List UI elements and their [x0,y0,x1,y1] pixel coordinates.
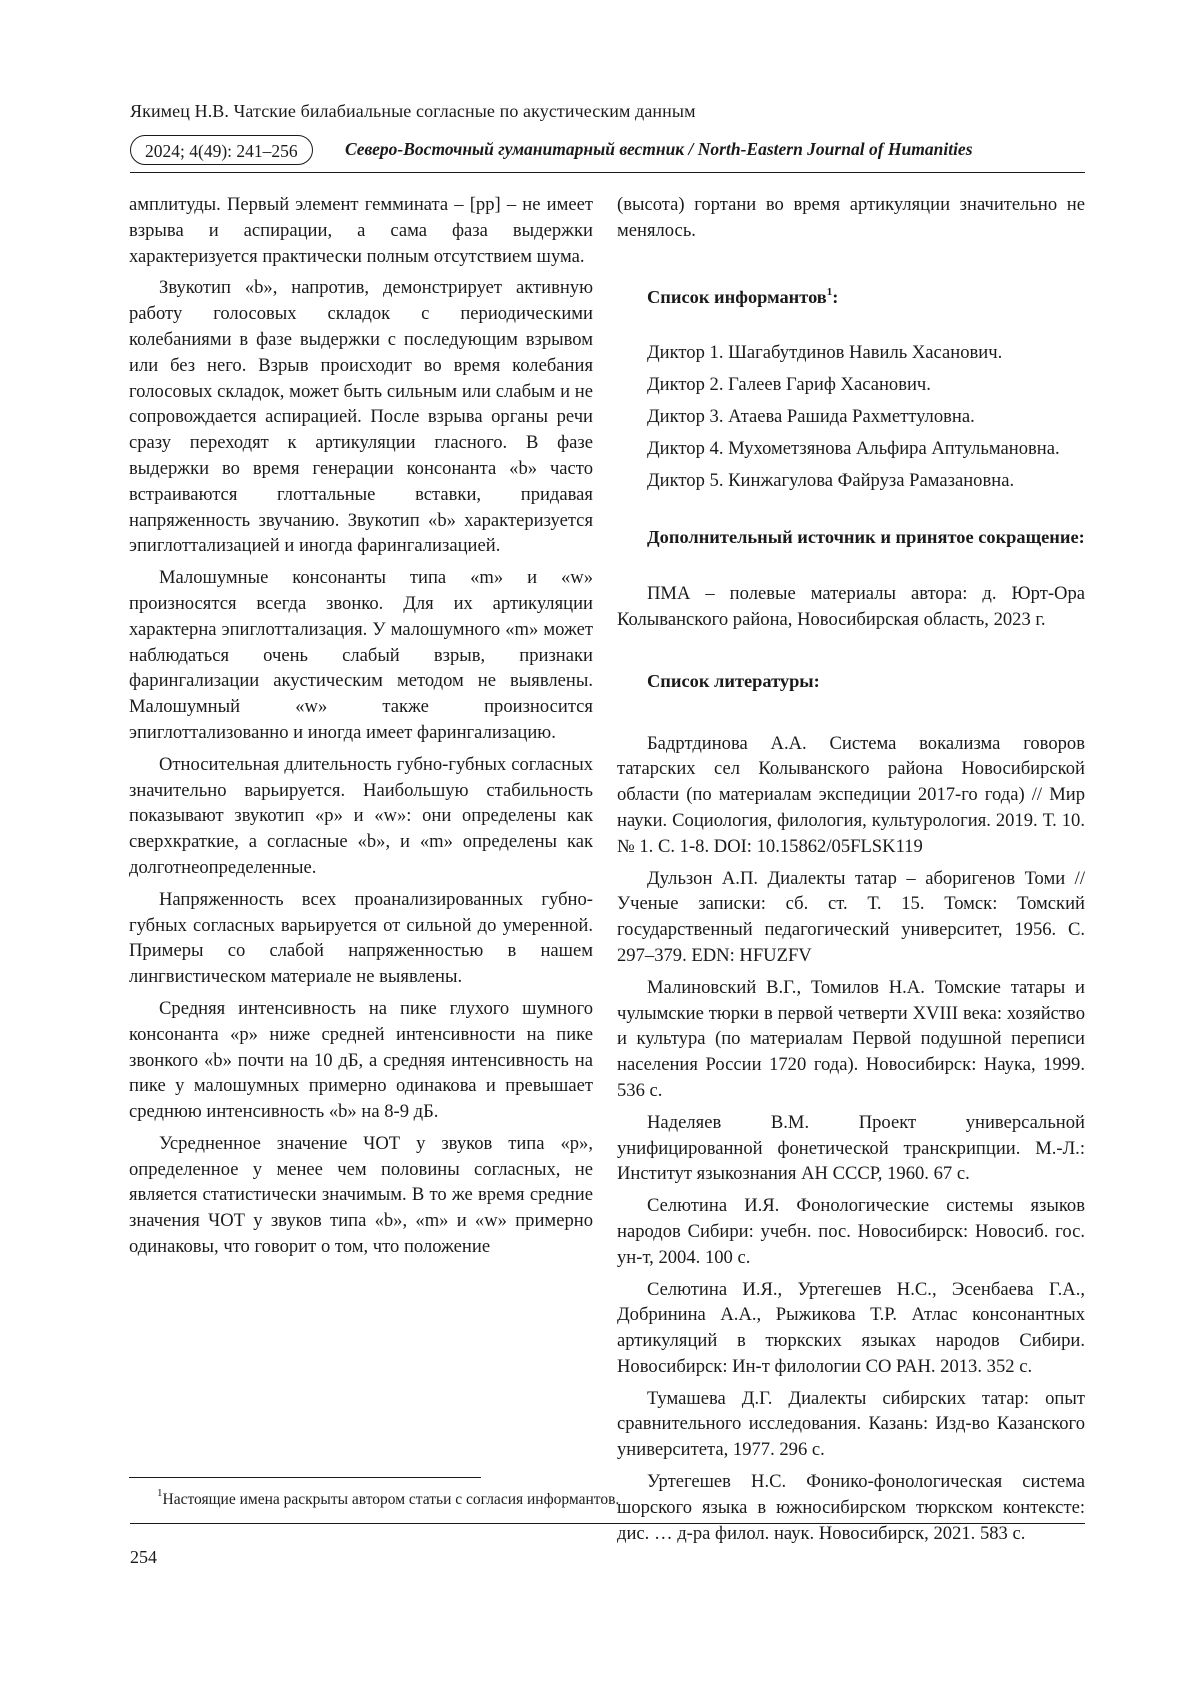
footnote-mark: 1 [826,285,833,298]
reference-item: Наделяев В.М. Проект универсальной унифицированной фонетической транскрипции. М.-Л.: Институт языкознания АН СССР, 1960. 67 с. [617,1111,1085,1185]
page-number: 254 [130,1547,157,1567]
reference-item: Тумашева Д.Г. Диалекты сибирских татар: опыт сравнительного исследования. Казань: Изд-во Казанского университета, 1977. 296 с. [617,1387,1085,1461]
sources-heading: Дополнительный источник и принятое сокращение: [647,527,1085,548]
footnote-divider [129,1477,481,1478]
informants-heading: Список информантов$^1$: [647,285,839,307]
informant-item: Диктор 4. Мухометзянова Альфира Аптульмановна. [647,437,1060,459]
running-title: Якимец Н.В. Чатские билабиальные согласные по акустическим данным [130,101,696,121]
sources-text: ПМА – полевые материалы автора: д. Юрт-Ора Колыванского района, Новосибирская область, 2023 г. [617,583,1085,630]
paragraph: Средняя интенсивность на пике глухого шумного консонанта «p» ниже средней интенсивности на пике звонкого «b» почти на 10 дБ, а средняя интенсивность на пике у малошумных примерно одинакова и превышает среднюю интенсивность «b» на 8-9 дБ. [129,997,593,1123]
reference-item: Бадртдинова А.А. Система вокализма говоров татарских сел Колыванского района Новосибирской области (по материалам экспедиции 2017-го года) // Мир науки. Социология, филология, культурология. 2019. Т. 10. № 1. С. 1-8. DOI: 10.15862/05FLSK119 [617,732,1085,857]
paragraph: Напряженность всех проанализированных губно-губных согласных варьируется от сильной до умеренной. Примеры со слабой напряженностью в нашем лингвистическом материале не выявлены. [129,888,593,988]
footer-divider [130,1523,1085,1524]
reference-item: Селютина И.Я. Фонологические системы языков народов Сибири: учебн. пос. Новосибирск: Новосиб. гос. ун-т, 2004. 100 с. [617,1195,1085,1268]
paragraph: Звукотип «b», напротив, демонстрирует активную работу голосовых складок с периодическими колебаниями в фазе выдержки с последующим взрывом или без него. Взрыв происходит во время колебания голосовых складок, может быть сильным или слабым и не сопровождается аспирацией. После взрыва органы речи сразу переходят к артикуляции гласного. В фазе выдержки во время генерации консонанта «b» часто встраиваются глоттальные вставки, придавая напряженность звучанию. Звукотип «b» характеризуется эпиглоттализацией и иногда фарингализацией. [129,277,593,557]
informant-item: Диктор 1. Шагабутдинов Навиль Хасанович. [647,342,1003,364]
footnote: $^1$Настоящие имена раскрыты автором статьи с согласия информантов. [157,1487,620,1508]
informant-item: Диктор 5. Кинжагулова Файруза Рамазановна. [647,469,1015,491]
paragraph: Относительная длительность губно-губных согласных значительно варьируется. Наибольшую стабильность показывают звукотип «p» и «w»: они определены как сверхкраткие, а согласные «b», и «m» определены как долготнеопределенные. [129,753,593,878]
journal-name: Северо-Восточный гуманитарный вестник / North-Eastern Journal of Humanities [345,139,973,159]
paragraph: Усредненное значение ЧОТ у звуков типа «p», определенное у менее чем половины согласных, не является статистически значимым. В то же время средние значения ЧОТ у звуков типа «b», «m» и «w» примерно одинаковы, что говорит о том, что положение [129,1132,593,1258]
reference-item: Уртегешев Н.С. Фонико-фонологическая система шорского языка в южносибирском тюркском контексте: дис. … д-ра филол. наук. Новосибирск, 2021. 583 с. [617,1471,1085,1544]
header-divider [130,172,1085,173]
journal-bar [130,135,1085,167]
left-column [129,192,593,1266]
reference-item: Селютина И.Я., Уртегешев Н.С., Эсенбаева Г.А., Добринина А.А., Рыжикова Т.Р. Атлас консонантных артикуляций в тюркских языках народов Сибири. Новосибирск: Ин-т филологии СО РАН. 2013. 352 с. [617,1278,1085,1377]
reference-item: Малиновский В.Г., Томилов Н.А. Томские татары и чулымские тюрки в первой четверти XVIII века: хозяйство и культура (по материалам Первой подушной переписи населения России 1720 года). Новосибирск: Наука, 1999. 536 с. [617,976,1085,1101]
paragraph: (высота) гортани во время артикуляции значительно не менялось. [617,194,1085,241]
issue-badge: 2024; 4(49): 241–256 [130,135,313,165]
reference-item: Дульзон А.П. Диалекты татар – аборигенов Томи // Ученые записки: сб. ст. Т. 15. Томск: Томский государственный педагогический университет, 1956. С. 297–379. EDN: HFUZFV [617,867,1085,966]
right-column [617,192,1085,1552]
paragraph: амплитуды. Первый элемент геммината – [pp] – не имеет взрыва и аспирации, а сама фаза выдержки характеризуется практически полным отсутствием шума. [129,194,593,267]
paragraph: Малошумные консонанты типа «m» и «w» произносятся всегда звонко. Для их артикуляции характерна эпиглоттализация. У малошумного «m» может наблюдаться очень слабый взрыв, признаки фарингализации акустическим методом не выявлены. Малошумный «w» также произносится эпиглоттализованно и иногда имеет фарингализацию. [129,567,593,743]
informant-item: Диктор 2. Галеев Гариф Хасанович. [647,374,931,396]
informant-item: Диктор 3. Атаева Рашида Рахметтуловна. [647,405,975,427]
footnote-mark: 1 [157,1487,163,1499]
references-heading: Список литературы: [647,670,820,691]
